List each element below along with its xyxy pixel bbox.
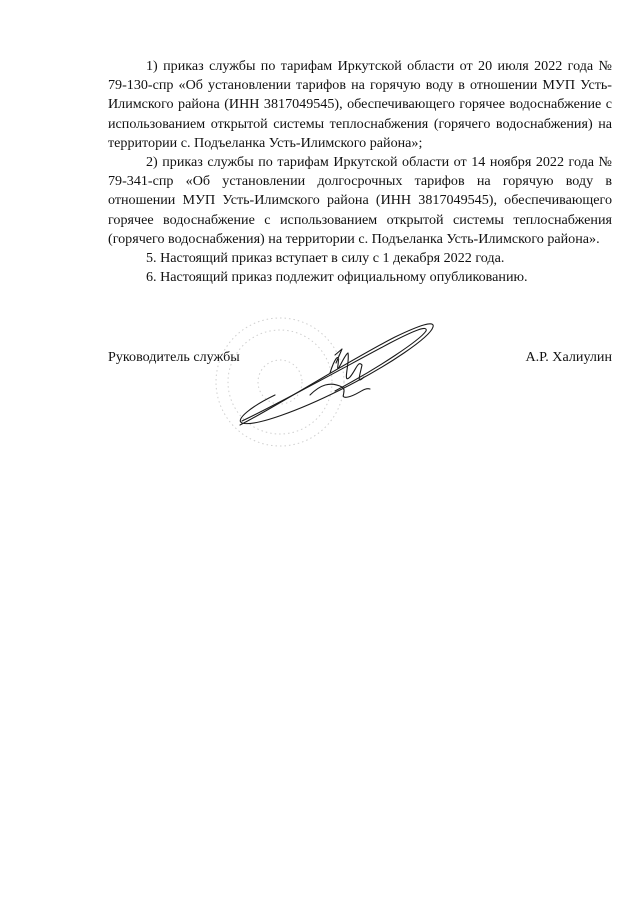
signatory-name: А.Р. Халиулин (525, 349, 612, 365)
paragraph-item-5: 5. Настоящий приказ вступает в силу с 1 декабря 2022 года. (146, 250, 505, 267)
paragraph-item-1: 1) приказ службы по тарифам Иркутской области от 20 июля 2022 года № 79-130-спр «Об установлении тарифов на горячую воду в отношении МУП Усть-Илимского района (ИНН 3817049545), обеспечивающего горячее водоснабжение с использованием открытой системы теплоснабжения (горячего водоснабжения) на территории с. Подъеланка Усть-Илимского района»; (108, 58, 612, 151)
paragraph-item-6: 6. Настоящий приказ подлежит официальному опубликованию. (146, 269, 528, 286)
paragraph-item-2: 2) приказ службы по тарифам Иркутской области от 14 ноября 2022 года № 79-341-спр «Об установлении долгосрочных тарифов на горячую воду в отношении МУП Усть-Илимского района (ИНН 3817049545), обеспечивающего горячее водоснабжение с использованием открытой системы теплоснабжения (горячего водоснабжения) на территории с. Подъеланка Усть-Илимского района». (108, 154, 612, 247)
document-body (108, 57, 612, 287)
handwritten-signature (230, 315, 440, 430)
signatory-title: Руководитель службы (108, 349, 240, 365)
